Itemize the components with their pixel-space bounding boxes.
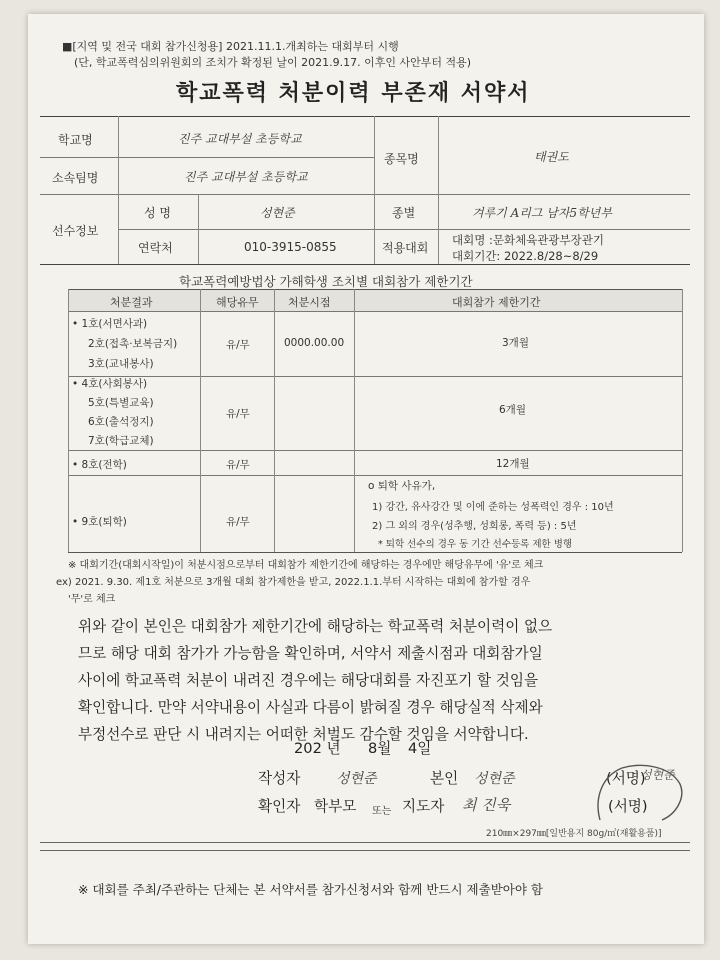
restriction-period: 12개월: [496, 458, 530, 470]
sport-value: 태권도: [534, 150, 569, 164]
category-label: 종별: [392, 206, 416, 220]
expulsion-note: * 퇴학 선수의 경우 동 기간 선수등록 제한 병행: [378, 539, 573, 550]
disposition-item: 3호(교내봉사): [88, 358, 154, 370]
expulsion-note: 1) 강간, 유사강간 및 이에 준하는 성폭력인 경우 : 10년: [372, 502, 614, 513]
applicable-yes-no: 유/무: [226, 516, 250, 528]
event-name: 대회명 :문화체육관광부장관기: [452, 233, 604, 247]
disposition-item: 7호(학급교체): [88, 435, 154, 447]
table-header-date: 처분시점: [288, 296, 331, 309]
sign-mark: (서명): [606, 770, 646, 787]
name-label: 성 명: [144, 206, 171, 220]
applicable-yes-no: 유/무: [226, 408, 250, 420]
restriction-period: 6개월: [499, 404, 526, 416]
table-header-limit: 대회참가 제한기간: [452, 296, 541, 309]
restriction-period: 3개월: [502, 337, 529, 349]
sport-label: 종목명: [384, 152, 419, 166]
date-year: 202 년: [294, 740, 341, 757]
footer-note: ※ 대회를 주최/주관하는 단체는 본 서약서를 참가신청서와 함께 반드시 제출받아야 함: [78, 882, 543, 897]
table-note: '무'로 체크: [68, 594, 116, 605]
sign-mark: (서명): [608, 798, 648, 815]
date-day: 4일: [408, 740, 432, 757]
document-title: 학교폭력 처분이력 부존재 서약서: [176, 81, 531, 106]
restriction-table-title: 학교폭력예방법상 가해학생 조치별 대회참가 제한기간: [179, 274, 473, 289]
disposition-item: • 4호(사회봉사): [72, 378, 148, 390]
date-month: 8월: [368, 740, 392, 757]
table-note: ex) 2021. 9.30. 제1호 처분으로 3개월 대회 참가제한을 받고, 2022.1.1.부터 시작하는 대회에 참가할 경우: [56, 577, 531, 588]
pen-stroke-mark: [592, 758, 692, 828]
parent-label: 학부모: [314, 798, 357, 815]
header-note-2: (단, 학교폭력심의위원회의 조치가 확정된 날이 2021.9.17. 이후인 사안부터 적용): [74, 56, 472, 69]
disposition-item: 2호(접촉·보복금지): [88, 338, 178, 350]
disposition-item: 5호(특별교육): [88, 397, 154, 409]
paper-spec: 210㎜×297㎜[일반용지 80g/㎡(재활용품)]: [486, 829, 662, 839]
event-label: 적용대회: [382, 241, 429, 255]
disposition-item: 6호(출석정지): [88, 416, 154, 428]
disposition-item: • 1호(서면사과): [72, 318, 148, 330]
expulsion-note: o 퇴학 사유가,: [368, 480, 436, 492]
pledge-line: 부정선수로 판단 시 내려지는 어떠한 처벌도 감수할 것임을 서약합니다.: [78, 726, 529, 743]
pledge-line: 위와 같이 본인은 대회참가 제한기간에 해당하는 학교폭력 처분이력이 없으: [78, 618, 553, 635]
category-value: 겨루기 A리그 남자5학년부: [472, 206, 612, 220]
expulsion-note: 2) 그 외의 경우(성추행, 성희롱, 폭력 등) : 5년: [372, 521, 577, 532]
pledge-line: 므로 해당 대회 참가가 가능함을 확인하며, 서약서 제출시점과 대회참가일: [78, 645, 543, 662]
writer-label: 작성자: [258, 770, 301, 787]
pledge-line: 사이에 학교폭력 처분이 내려진 경우에는 해당대회를 자진포기 할 것임을: [78, 672, 539, 689]
contact-value: 010-3915-0855: [244, 240, 337, 254]
team-value: 진주 교대부설 초등학교: [184, 170, 308, 184]
event-period: 대회기간: 2022.8/28~8/29: [452, 249, 599, 263]
coach-label: 지도자: [402, 798, 445, 815]
self-signature: 성현준: [474, 771, 515, 787]
table-note: ※ 대회기간(대회시작일)이 처분시점으로부터 대회참가 제한기간에 해당하는 경우에만 해당유무에 '유'로 체크: [68, 560, 544, 571]
confirmer-label: 확인자: [258, 798, 301, 815]
school-value: 진주 교대부설 초등학교: [178, 132, 302, 146]
contact-label: 연락처: [138, 241, 173, 255]
header-note-1: ■[지역 및 전국 대회 참가신청용] 2021.11.1.개최하는 대회부터 시행: [62, 40, 399, 53]
self-label: 본인: [430, 770, 459, 787]
disposition-item: • 8호(전학): [72, 459, 127, 471]
disposition-date: 0000.00.00: [284, 337, 345, 349]
disposition-item: • 9호(퇴학): [72, 516, 127, 528]
table-header-applicable: 해당유무: [216, 296, 259, 309]
or-label: 또는: [372, 806, 392, 817]
pledge-line: 확인합니다. 만약 서약내용이 사실과 다름이 밝혀질 경우 해당실적 삭제와: [78, 699, 543, 716]
applicable-yes-no: 유/무: [226, 339, 250, 351]
self-signature-mark: 성현준: [640, 768, 675, 782]
player-info-label: 선수정보: [52, 224, 99, 238]
coach-signature: 최 진욱: [462, 796, 511, 814]
writer-signature: 성현준: [336, 771, 377, 787]
team-label: 소속팀명: [52, 171, 99, 185]
pledge-document: [28, 14, 704, 944]
name-value: 성현준: [260, 206, 295, 220]
school-label: 학교명: [58, 133, 93, 147]
applicable-yes-no: 유/무: [226, 459, 250, 471]
table-header-result: 처분결과: [110, 296, 153, 309]
